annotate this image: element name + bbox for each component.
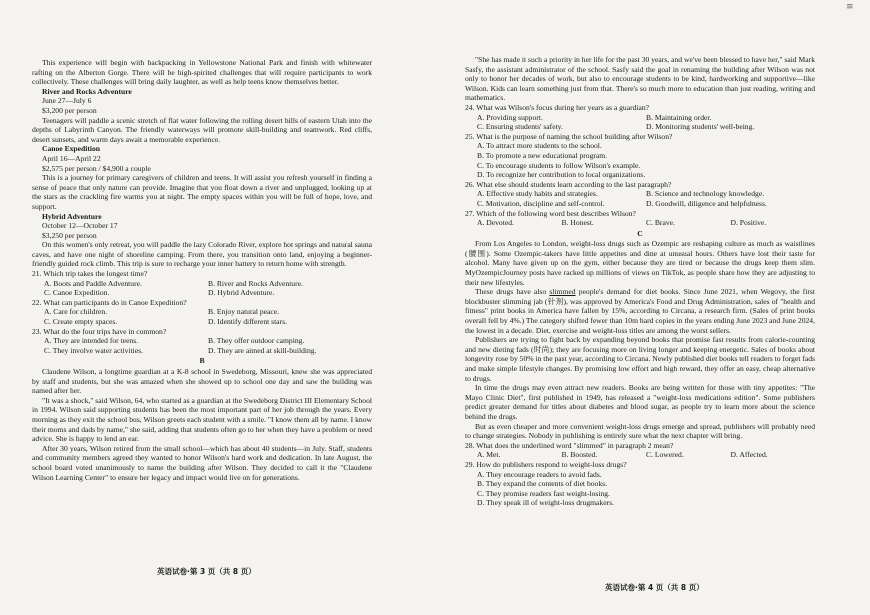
passage-paragraph: Claudene Wilson, a longtime guardian at a K-8 school in Swedeborg, Missouri, knew she was appreciated by staff and students, but she was amazed when she showed up to school one day and saw the building was named after her. <box>32 367 372 396</box>
question-stem: 25. What is the purpose of naming the school building after Wilson? <box>465 131 673 141</box>
option: B. Boosted. <box>561 450 598 460</box>
option: C. Create empty spaces. <box>44 317 118 327</box>
question-stem: 23. What do the four trips have in common? <box>32 326 167 336</box>
option: A. Effective study habits and strategies. <box>477 189 598 199</box>
question-stem: 28. What does the underlined word "slimmed" in paragraph 2 mean? <box>465 440 674 450</box>
question-options <box>465 450 815 460</box>
trip-description: Teenagers will paddle a scenic stretch of flat water following the rolling desert hills of eastern Utah into the depths of Labyrinth Canyon. The friendly waterways will promote skill-building and teamwork. Red cliffs, desert sunsets, and warm days await a memorable experience. <box>32 115 372 144</box>
option: B. They offer outdoor camping. <box>208 336 305 346</box>
trip-date: June 27—July 6 <box>42 96 92 106</box>
question-stem: 27. Which of the following word best describes Wilson? <box>465 208 636 218</box>
option: C. Brave. <box>646 218 675 228</box>
option: B. They expand the contents of diet books. <box>477 479 607 489</box>
option: D. They are aimed at skill-building. <box>208 345 317 355</box>
option: D. Positive. <box>730 218 767 228</box>
option: D. Goodwill, diligence and helpfulness. <box>646 198 767 208</box>
page-footer-3: 英语试卷·第 3 页（共 8 页） <box>157 567 256 576</box>
question-options <box>465 189 815 208</box>
option: C. They promise readers fast weight-losing. <box>477 488 610 498</box>
corner-mark: ≡ <box>846 2 854 12</box>
option: B. Enjoy natural peace. <box>208 307 280 317</box>
option: C. Ensuring students' safety. <box>477 122 563 132</box>
passage-paragraph: "She has made it such a priority in her life for the past 30 years, and we've been blessed to have her," said Mark Sasfy, the assistant administrator of the school. Sasfy said the goal in renaming the building after Wilson was not only to honor her decades of work, but also to encourage students to be kind, hardworking and supportive—like Wilson. Kids can learn something just from that. There's so much more to education than just reading, writing and mathematics. <box>465 55 815 103</box>
question-stem: 26. What else should students learn according to the last paragraph? <box>465 179 672 189</box>
option: D. Monitoring students' well-being. <box>646 122 755 132</box>
passage-paragraph: From Los Angeles to London, weight-loss drugs such as Ozempic are reshaping culture as much as waistlines (腰围). Some Ozempic-takers have little appetites and dine at unusual hours. Others have lost their taste for alcohol. Many have given up on the gym, either because they are tired or because the drugs keep them slim. MyOzempicJourney posts have racked up millions of views on TikTok, as people share how they are adjusting to their new lifestyles. <box>465 239 815 287</box>
question-stem: 29. How do publishers respond to weight-loss drugs? <box>465 459 627 469</box>
question <box>465 132 815 180</box>
passage-paragraph: These drugs have also slimmed people's demand for diet books. Since June 2021, when Wegovy, the first blockbuster slimming jab (针剂), was approved by America's Food and Drug Administration, sales of "health and fitness" print books in America have fallen by 15%, according to Circana, a research firm. (Sales of print books overall fell by 4%.) The category shifted fewer than 10m hard copies in the years ending June 2023 and June 2024, the lowest in a decade. Diet, exercise and weight-loss titles are among the worst sellers. <box>465 287 816 335</box>
option: B. Science and technology knowledge. <box>646 189 765 199</box>
passage-paragraph: "It was a shock," said Wilson, 64, who started as a guardian at the Swedeborg District III Elementary School in 1994. Wilson said supporting students has been the most important part of her job through the years. Every morning as they exit the school bus, Wilson greets each student with a smile. "I know them all by name. I know their moms and dads by name," she said, adding that students often go to her when they have a problem or need advice. She is happy to lend an ear. <box>32 395 372 444</box>
question <box>465 441 815 460</box>
option: B. Maintaining order. <box>646 112 712 122</box>
question-stem: 24. What was Wilson's focus during her years as a guardian? <box>465 102 650 112</box>
option: B. To promote a new educational program. <box>477 150 608 160</box>
trip-description: This is a journey for primary caregivers of children and teens. It will assist you refresh yourself in finding a sense of peace that only nature can provide. Imagine that you float down a river and unplugged, looking up at the stars as the crackling fire warms you at night. The empty spaces within you will be full of hope, love, and support. <box>32 173 372 211</box>
option: A. Providing support. <box>477 112 543 122</box>
option: B. Honest. <box>561 218 594 228</box>
question-options <box>465 470 815 508</box>
option: A. Boots and Paddle Adventure. <box>44 278 142 288</box>
question <box>465 180 815 209</box>
trip-price: $3,250 per person <box>42 230 97 240</box>
question-stem: 21. Which trip takes the longest time? <box>32 269 148 279</box>
passage-paragraph: In time the drugs may even attract new readers. Books are being written for those with tiny appetites: "The Mayo Clinic Diet", first published in 1949, has released a "weight-loss medications edition". Some publishers predict greater demand for titles about diabetes and blood sugar, as people try to learn more about the science behind the drugs. <box>465 383 815 421</box>
option: C. Motivation, discipline and self-control. <box>477 198 605 208</box>
trip-date: October 12—October 17 <box>42 221 118 231</box>
option: A. To attract more students to the school. <box>477 141 602 151</box>
option: A. Care for children. <box>44 307 108 317</box>
option: D. Hybrid Adventure. <box>208 288 275 298</box>
trip-price: $3,200 per person <box>42 105 97 115</box>
intro-paragraph: This experience will begin with backpacking in Yellowstone National Park and finish with whitewater rafting on the Alberton Gorge. There will be high-spirited challenges that will require participants to work collectively. These challenges will bring daily laughter, as well as help teens know themselves better. <box>32 58 372 87</box>
option: A. They encourage readers to avoid fads. <box>477 469 602 479</box>
option: C. To encourage students to follow Wilson's example. <box>477 160 641 170</box>
option: D. Identify different stars. <box>208 317 287 327</box>
question <box>465 460 815 508</box>
option: A. Met. <box>477 450 501 460</box>
option: D. Affected. <box>730 450 768 460</box>
trip-name: Canoe Expedition <box>42 144 101 154</box>
trip-description: On this women's only retreat, you will paddle the lazy Colorado River, explore hot springs and natural sauna caves, and have one night of shoreline camping. From there, you transition onto land, enjoying a beginner-friendly guided rock climb. This trip is sure to recharge your inner battery to return home with strength. <box>32 240 372 269</box>
passage-paragraph: After 30 years, Wilson retired from the small school—which has about 40 students—in July. Staff, students and community members agreed they wanted to honor Wilson's hard work and dedication. In late August, the school board voted unanimously to name the building after Wilson. They decided to call it the "Claudene Wilson Learning Center" to ensure her legacy and impact would live on for generations. <box>32 443 372 482</box>
option: C. Lowered. <box>646 450 684 460</box>
trip-price: $2,575 per person / $4,900 a couple <box>42 163 151 173</box>
option: D. To recognize her contribution to local organizations. <box>477 170 646 180</box>
option: C. Canoe Expedition. <box>44 288 110 298</box>
question <box>32 269 372 298</box>
question-options <box>32 336 372 355</box>
option: A. They are intended for teens. <box>44 336 139 346</box>
question-options <box>32 307 372 326</box>
question-options <box>465 218 815 228</box>
question-options <box>32 279 372 298</box>
question <box>465 209 815 228</box>
option: C. They involve water activities. <box>44 345 143 355</box>
option: A. Devoted. <box>477 218 514 228</box>
option: D. They speak ill of weight-loss drugmakers. <box>477 498 614 508</box>
passage-paragraph: Publishers are trying to fight back by expanding beyond books that promise fast results from calorie-counting and new dieting fads (时尚); they are focusing more on living longer and keeping energetic. Sales of books about longevity rose by 50% in the past year, according to Circana. Newly published diet books tell readers to forget fads and make simple lifestyle changes. By promising low effort and high reward, they offer an easy, cheap alternative to drugs. <box>465 335 815 383</box>
section-heading-c: C <box>637 228 643 238</box>
question-options <box>465 141 815 179</box>
left-column <box>32 58 372 482</box>
trip-name: Hybrid Adventure <box>42 211 102 221</box>
question <box>32 298 372 327</box>
option: B. River and Rocks Adventure. <box>208 278 303 288</box>
question <box>465 103 815 132</box>
question-options <box>465 113 815 132</box>
question <box>32 327 372 356</box>
underlined-word: slimmed <box>549 287 576 297</box>
trip-date: April 16—April 22 <box>42 153 101 163</box>
section-heading-b: B <box>199 356 205 366</box>
trip-name: River and Rocks Adventure <box>42 86 132 96</box>
page-footer-4: 英语试卷·第 4 页（共 8 页） <box>605 583 704 592</box>
passage-paragraph: But as even cheaper and more convenient weight-loss drugs emerge and spread, publishers will probably need to change strategies. Nobody in publishing is entirely sure what the next chapter will bring. <box>465 421 815 441</box>
question-stem: 22. What can participants do in Canoe Expedition? <box>32 297 187 307</box>
right-column <box>465 55 815 508</box>
